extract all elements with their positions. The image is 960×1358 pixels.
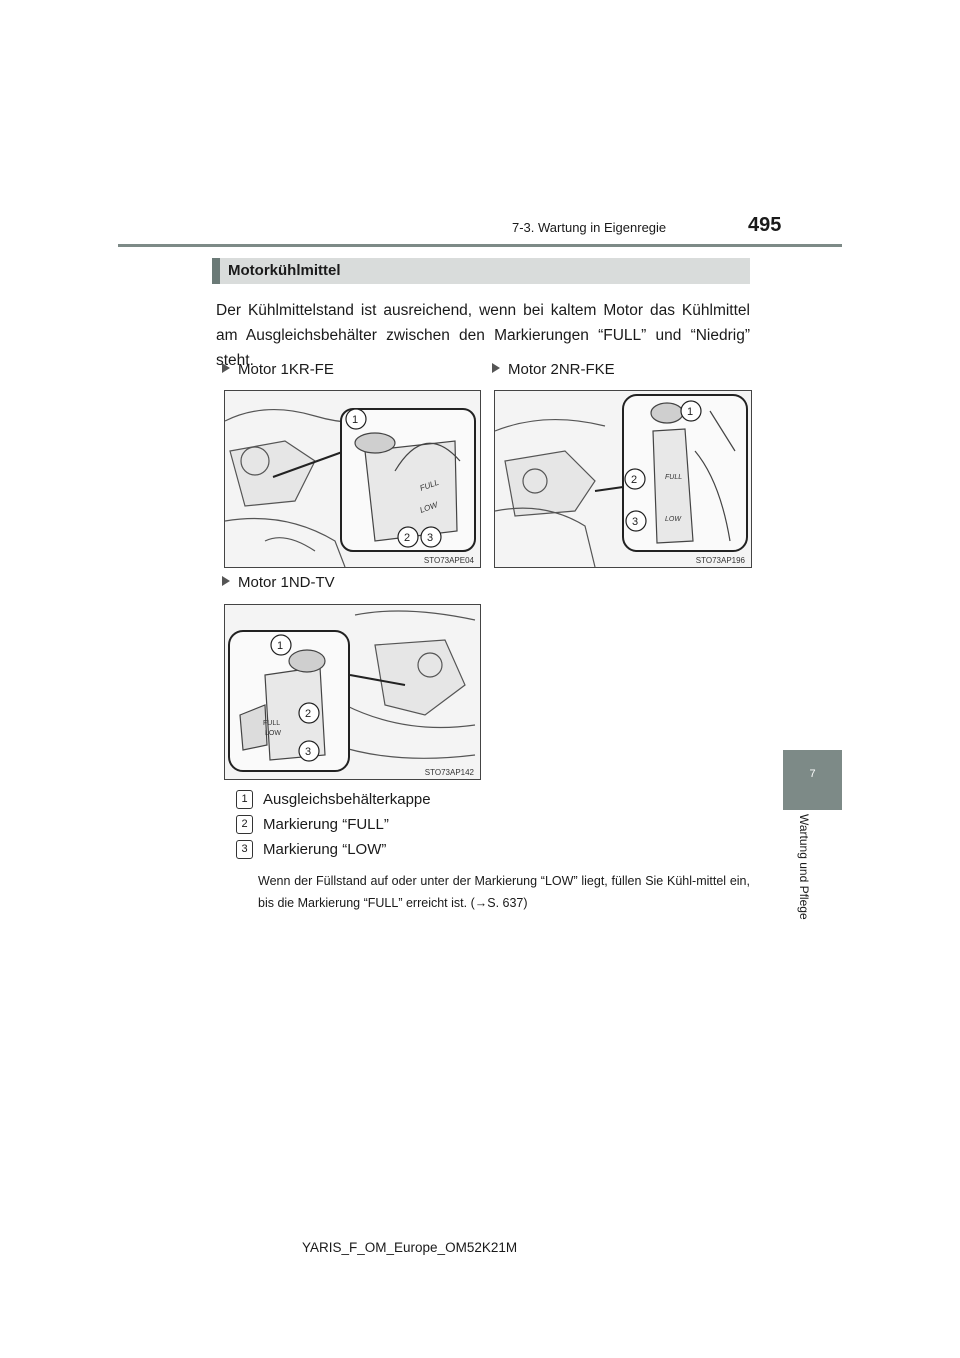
triangle-bullet-icon (222, 363, 230, 373)
image-code: STO73APE04 (423, 556, 474, 565)
tank-mark-full: FULL (263, 720, 281, 727)
tank-mark-low: LOW (265, 730, 281, 737)
svg-text:2: 2 (631, 474, 638, 486)
svg-text:3: 3 (427, 532, 434, 544)
svg-text:1: 1 (277, 640, 284, 652)
number-badge: 1 (236, 790, 253, 809)
image-code: STO73AP142 (424, 768, 474, 777)
section-heading (212, 258, 750, 284)
svg-text:3: 3 (305, 746, 312, 758)
variant-label-2nr-fke: Motor 2NR-FKE (492, 361, 615, 378)
page-number: 495 (748, 214, 782, 236)
svg-text:1: 1 (352, 414, 359, 426)
chapter-number: 7 (809, 768, 816, 780)
section-title: Motorkühlmittel (228, 262, 341, 279)
variant-label-1kr-fe: Motor 1KR-FE (222, 361, 334, 378)
number-badge: 3 (236, 840, 253, 859)
variant-label-1nd-tv: Motor 1ND-TV (222, 574, 335, 591)
tank-mark-full: FULL (418, 477, 441, 493)
header-section-title: 7-3. Wartung in Eigenregie (512, 220, 667, 235)
refill-note: Wenn der Füllstand auf oder unter der Markierung “LOW” liegt, füllen Sie Kühl-mittel ein, bis die Markierung “FULL” erreicht ist. (→S. 637) (258, 874, 750, 910)
legend-item-low: 3 Markierung “LOW” (236, 840, 386, 859)
svg-text:1: 1 (687, 406, 694, 418)
tank-mark-low: LOW (665, 516, 681, 523)
legend-item-cap: 1 Ausgleichsbehälterkappe (236, 790, 431, 809)
tank-mark-full: FULL (665, 474, 683, 481)
triangle-bullet-icon (222, 576, 230, 586)
illustration-1nd-tv (224, 604, 481, 780)
intro-paragraph: Der Kühlmittelstand ist ausreichend, wenn bei kaltem Motor das Kühlmittel am Ausgleichsbehälter zwischen den Markierungen “FULL” und “Niedrig” steht. (216, 302, 750, 369)
chapter-title: Wartung und Pflege (797, 814, 811, 920)
number-badge: 2 (236, 815, 253, 834)
svg-text:3: 3 (632, 516, 639, 528)
illustration-1kr-fe (224, 390, 481, 568)
legend-item-full: 2 Markierung “FULL” (236, 815, 389, 834)
image-code: STO73AP196 (695, 556, 745, 565)
illustration-2nr-fke (494, 390, 752, 568)
header-divider (118, 244, 842, 247)
tank-mark-low: LOW (418, 500, 439, 515)
triangle-bullet-icon (492, 363, 500, 373)
svg-text:2: 2 (305, 708, 312, 720)
svg-text:2: 2 (404, 532, 411, 544)
footer-document-code: YARIS_F_OM_Europe_OM52K21M (302, 1240, 518, 1255)
chapter-tab (783, 750, 842, 810)
